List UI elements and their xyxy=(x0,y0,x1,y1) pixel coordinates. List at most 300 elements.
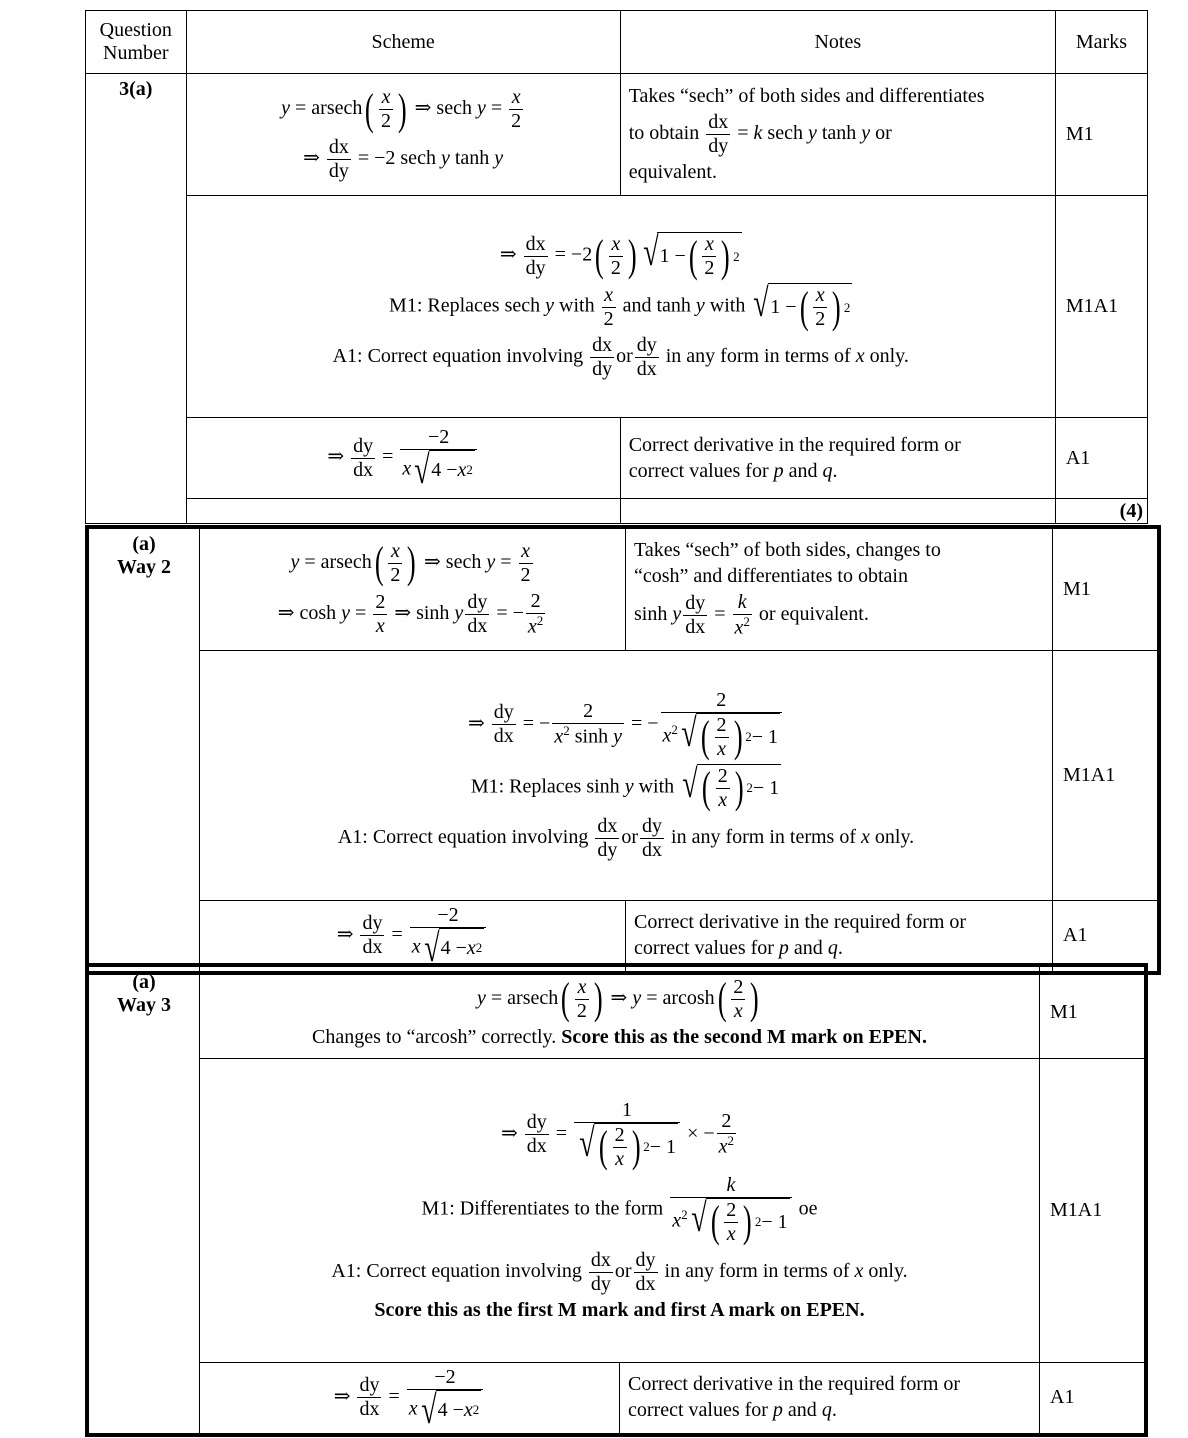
math-variable: x xyxy=(717,737,726,760)
numerator xyxy=(373,591,387,615)
numerator xyxy=(327,136,351,160)
math-text: 1 − xyxy=(770,296,797,318)
fraction xyxy=(525,1111,549,1158)
denominator xyxy=(509,110,523,133)
math-text: ⇒ sinh xyxy=(389,601,455,624)
scheme-cell xyxy=(200,1362,620,1435)
math-variable: x xyxy=(463,1398,473,1421)
text-line xyxy=(629,85,1047,108)
marks-cell: A1 xyxy=(1055,418,1147,499)
left-paren-glyph: ( xyxy=(374,538,384,588)
math-text: 1 − xyxy=(659,245,686,267)
square-root xyxy=(679,760,781,812)
math-variable: x xyxy=(734,616,744,639)
right-paren-glyph: ) xyxy=(743,1197,752,1246)
math-variable: x xyxy=(672,1209,682,1232)
math-variable: x xyxy=(402,457,412,480)
math-text: to obtain xyxy=(628,122,705,145)
question-number: 3(a) xyxy=(86,74,187,524)
math-text: dy xyxy=(525,256,546,279)
fraction xyxy=(661,689,782,761)
numerator xyxy=(524,233,548,257)
marks-cell: M1A1 xyxy=(1040,1058,1147,1362)
parenthesized-group xyxy=(558,976,605,1023)
math-variable: x xyxy=(457,459,467,481)
math-variable: x xyxy=(381,86,391,108)
math-text: = arsech xyxy=(299,551,372,574)
numerator xyxy=(526,590,545,614)
fraction xyxy=(519,540,533,587)
denominator xyxy=(813,308,827,331)
notes-cell xyxy=(626,900,1053,973)
marks-cell: A1 xyxy=(1053,900,1160,973)
numerator xyxy=(716,765,730,789)
math-text: = xyxy=(383,1385,405,1408)
bold-instruction: Score this as the second M mark on EPEN. xyxy=(561,1025,927,1048)
math-variable: y xyxy=(341,601,351,624)
numerator xyxy=(509,86,523,110)
math-text: dx xyxy=(467,614,488,637)
math-text: tanh xyxy=(449,147,495,170)
numerator xyxy=(595,815,619,839)
notes-header: Notes xyxy=(620,11,1055,74)
math-text: and tanh xyxy=(617,294,696,317)
paren-content xyxy=(386,540,404,587)
left-paren-glyph: ( xyxy=(595,231,604,280)
text-line xyxy=(195,229,1047,281)
fraction xyxy=(717,1110,736,1159)
math-text: dx xyxy=(597,814,618,837)
total-row xyxy=(86,499,1148,524)
math-text: M1: Replaces sinh xyxy=(470,775,625,798)
math-text: −2 xyxy=(437,903,459,926)
math-text: dy xyxy=(467,590,488,613)
fraction xyxy=(733,591,752,640)
radical-sign-icon: √ xyxy=(690,1194,707,1240)
right-paren-glyph: ) xyxy=(750,974,760,1024)
fraction xyxy=(706,111,730,158)
fraction xyxy=(524,233,548,280)
math-variable: y xyxy=(861,122,871,145)
denominator xyxy=(706,135,730,158)
fraction xyxy=(400,426,477,490)
math-variable: y xyxy=(454,601,464,624)
marks-cell: M1 xyxy=(1040,965,1147,1058)
fraction xyxy=(609,233,623,280)
paren-content xyxy=(607,233,625,280)
math-variable: y xyxy=(672,602,682,625)
math-text: dy xyxy=(359,1374,380,1396)
math-text: in any form in terms of xyxy=(660,345,856,368)
denominator xyxy=(552,724,624,749)
math-variable: y xyxy=(281,97,290,120)
math-variable: y xyxy=(440,147,450,170)
marks-cell: M1 xyxy=(1055,74,1147,196)
numerator xyxy=(388,540,402,564)
numerator xyxy=(379,86,393,110)
math-text: dx xyxy=(525,232,546,255)
math-text: = xyxy=(495,551,517,574)
numerator xyxy=(640,815,664,839)
table-row xyxy=(87,1058,1146,1362)
math-text: with xyxy=(633,775,680,798)
math-text: = xyxy=(485,97,508,120)
question-way: Way 2 xyxy=(117,556,171,578)
math-variable: x xyxy=(704,233,714,255)
text-line xyxy=(634,591,1044,640)
denominator xyxy=(683,616,707,639)
superscript: 2 xyxy=(466,462,473,478)
scheme-cell xyxy=(186,196,1055,418)
math-text: 2 xyxy=(721,1110,732,1133)
math-text: ⇒ sech xyxy=(409,97,477,120)
math-text: correct values for xyxy=(634,937,779,959)
question-number xyxy=(87,527,200,973)
math-text: 2 xyxy=(716,688,727,711)
table-row xyxy=(87,650,1159,900)
math-text: = xyxy=(709,602,731,625)
numerator xyxy=(717,1110,736,1134)
denominator xyxy=(360,936,384,959)
paren-content xyxy=(700,233,718,280)
math-variable: y xyxy=(476,986,486,1009)
math-text: dx xyxy=(685,615,706,638)
text-line xyxy=(208,590,617,639)
math-text: = xyxy=(550,1122,573,1145)
math-text: A1: Correct equation involving xyxy=(331,1259,587,1282)
numerator xyxy=(525,1111,549,1135)
math-text: dx xyxy=(592,334,613,356)
superscript: 2 xyxy=(743,613,750,629)
numerator xyxy=(724,1199,738,1223)
math-text: A1: Correct equation involving xyxy=(332,345,589,368)
denominator xyxy=(640,839,664,862)
denominator xyxy=(373,615,387,638)
math-text: ⇒ xyxy=(605,986,633,1009)
text-line xyxy=(195,426,612,490)
math-text: equivalent. xyxy=(628,161,717,183)
text-line xyxy=(634,937,1044,960)
fraction xyxy=(552,700,624,749)
text-line xyxy=(195,86,612,133)
text-line xyxy=(208,815,1044,862)
math-text: 2 xyxy=(511,110,522,132)
right-paren-glyph: ) xyxy=(627,231,637,280)
paren-content xyxy=(722,1199,740,1246)
radicand xyxy=(594,1123,678,1171)
square-root xyxy=(411,447,475,492)
math-text: ⇒ cosh xyxy=(277,601,342,624)
math-text: ⇒ xyxy=(327,445,350,468)
question-part: (a) xyxy=(132,971,156,993)
math-text: − 1 xyxy=(752,776,780,799)
notes-cell xyxy=(620,1362,1040,1435)
denominator xyxy=(613,1148,627,1171)
math-text: or equivalent. xyxy=(753,602,869,625)
right-paren-glyph: ) xyxy=(733,712,743,761)
text-line xyxy=(634,911,1044,934)
math-variable: x xyxy=(615,1147,625,1170)
math-variable: x xyxy=(855,345,865,368)
math-text: only. xyxy=(864,345,909,368)
superscript: 2 xyxy=(475,939,483,955)
text-line xyxy=(208,1174,1031,1246)
math-text: dy xyxy=(493,701,514,723)
fraction xyxy=(327,136,351,183)
math-text: dy xyxy=(642,814,663,837)
math-variable: x xyxy=(662,724,672,747)
math-text: dx xyxy=(328,136,349,158)
square-root xyxy=(418,1386,482,1432)
denominator xyxy=(519,564,533,587)
superscript: 2 xyxy=(563,723,570,739)
math-text: correct values for xyxy=(628,1399,773,1421)
superscript: 2 xyxy=(472,1401,480,1417)
scheme-cell xyxy=(200,965,1040,1058)
left-paren-glyph: ( xyxy=(710,1197,720,1246)
radicand xyxy=(436,1390,482,1430)
math-text: 2 xyxy=(716,713,727,736)
denominator xyxy=(635,358,659,381)
math-text: 4 − xyxy=(431,459,458,481)
fraction xyxy=(613,1124,627,1171)
math-text: = arcosh xyxy=(641,986,715,1009)
table-row xyxy=(86,74,1148,196)
text-line xyxy=(208,1026,1031,1049)
marks-cell: M1A1 xyxy=(1055,196,1147,418)
math-variable: y xyxy=(632,986,642,1009)
math-text: 2 xyxy=(733,975,744,998)
math-text: 1 xyxy=(622,1098,633,1121)
numerator xyxy=(613,1124,627,1148)
text-line xyxy=(208,760,1044,812)
math-text: dy xyxy=(708,135,729,157)
numerator xyxy=(400,426,477,450)
fraction xyxy=(351,435,375,482)
text-line xyxy=(629,460,1047,483)
math-text: 2 xyxy=(610,256,621,279)
radical-sign-icon: √ xyxy=(682,760,698,806)
text-line xyxy=(208,904,617,968)
math-text: 2 xyxy=(717,764,728,787)
text-line xyxy=(208,1249,1031,1296)
math-text: or xyxy=(616,345,633,368)
superscript: 2 xyxy=(643,1138,650,1154)
denominator xyxy=(492,725,516,748)
marks-header: Marks xyxy=(1055,11,1147,74)
text-line xyxy=(195,334,1047,381)
math-variable: x xyxy=(411,935,421,958)
left-paren-glyph: ( xyxy=(688,231,698,281)
math-variable: x xyxy=(604,283,614,306)
math-text: dx xyxy=(642,838,663,861)
radical-sign-icon: √ xyxy=(642,229,659,274)
left-paren-glyph: ( xyxy=(561,974,570,1024)
denominator xyxy=(526,614,545,639)
square-root xyxy=(750,280,852,332)
scheme-header: Scheme xyxy=(186,11,620,74)
denominator xyxy=(670,1194,791,1246)
numerator xyxy=(813,284,827,308)
question-way: Way 3 xyxy=(117,994,171,1016)
math-text: Correct derivative in the required form or xyxy=(634,911,967,933)
radical-sign-icon: √ xyxy=(423,924,440,970)
right-paren-glyph: ) xyxy=(721,231,731,281)
math-text: dx xyxy=(359,1398,380,1420)
scheme-cell xyxy=(200,527,626,650)
numerator xyxy=(589,1249,613,1273)
text-line xyxy=(195,136,612,183)
math-text: = xyxy=(732,122,754,145)
fraction xyxy=(492,701,516,748)
math-variable: y xyxy=(486,551,496,574)
math-text: with xyxy=(704,294,751,317)
fraction xyxy=(813,284,827,331)
math-variable: k xyxy=(737,590,747,613)
numerator xyxy=(519,540,533,564)
math-text: dx xyxy=(590,1248,611,1271)
numerator xyxy=(706,111,730,135)
math-text: 4 − xyxy=(440,936,467,959)
fraction xyxy=(388,540,402,587)
fraction xyxy=(575,976,589,1023)
math-text: dy xyxy=(685,591,706,614)
numerator xyxy=(661,689,782,713)
left-paren-glyph: ( xyxy=(598,1122,608,1171)
table-row xyxy=(86,418,1148,499)
math-text: dx xyxy=(362,936,383,958)
denominator xyxy=(379,110,393,133)
numerator xyxy=(602,284,616,308)
radicand xyxy=(706,1198,790,1246)
math-variable: x xyxy=(726,1222,736,1245)
numerator xyxy=(731,976,745,1000)
math-text: = arsech xyxy=(290,97,363,120)
parenthesized-group xyxy=(596,1124,643,1171)
math-variable: x xyxy=(554,725,564,748)
numerator xyxy=(465,591,489,615)
denominator xyxy=(407,1386,484,1432)
math-text: or xyxy=(614,1259,632,1282)
numerator xyxy=(635,334,659,358)
left-paren-glyph: ( xyxy=(799,282,809,332)
math-text: and xyxy=(783,459,823,482)
table-row xyxy=(87,900,1159,973)
superscript: 2 xyxy=(843,299,851,315)
notes-cell xyxy=(620,74,1055,196)
math-text: dy xyxy=(592,358,613,380)
radical-sign-icon: √ xyxy=(414,447,430,492)
math-text: A1: Correct equation involving xyxy=(337,825,594,848)
fraction xyxy=(670,1174,791,1246)
left-paren-glyph: ( xyxy=(717,974,727,1024)
denominator xyxy=(388,564,402,587)
scheme-cell xyxy=(186,74,620,196)
math-variable: x xyxy=(815,284,825,306)
fraction xyxy=(634,1249,658,1296)
math-text: sinh xyxy=(569,725,614,748)
math-text: Takes “sech” of both sides, changes to xyxy=(634,538,941,561)
math-variable: y xyxy=(494,147,504,170)
notes-cell xyxy=(620,418,1055,499)
math-text: = xyxy=(350,601,372,624)
left-paren-glyph: ( xyxy=(365,84,375,134)
mark-scheme-table-way-2 xyxy=(85,525,1161,975)
radicand xyxy=(768,283,852,331)
math-text: −2 xyxy=(434,1365,456,1388)
paren-content xyxy=(377,86,395,133)
fraction xyxy=(589,1249,613,1296)
denominator xyxy=(327,160,351,183)
fraction xyxy=(724,1199,738,1246)
denominator xyxy=(716,789,730,812)
math-variable: y xyxy=(476,97,486,120)
superscript: 2 xyxy=(745,728,752,744)
square-root xyxy=(678,709,780,761)
numerator xyxy=(357,1374,381,1398)
math-text: − 1 xyxy=(751,725,778,748)
math-text: sinh xyxy=(634,602,673,625)
fraction xyxy=(683,592,707,639)
fraction xyxy=(640,815,664,862)
math-variable: x xyxy=(375,614,385,637)
math-variable: x xyxy=(718,1135,728,1158)
parenthesized-group xyxy=(362,86,409,133)
math-variable: x xyxy=(733,999,743,1022)
scheme-cell xyxy=(200,900,626,973)
math-text: 2 xyxy=(614,1123,625,1146)
math-text: 2 xyxy=(381,110,392,132)
question-number-header xyxy=(86,11,187,74)
math-text: dy xyxy=(590,1272,611,1295)
math-text: with xyxy=(554,294,600,317)
fraction xyxy=(716,765,730,812)
paren-content xyxy=(573,976,591,1023)
math-variable: q xyxy=(822,459,833,482)
text-line xyxy=(208,1299,1031,1322)
right-paren-glyph: ) xyxy=(734,763,744,812)
math-text: = − xyxy=(491,601,524,624)
radical-sign-icon: √ xyxy=(681,709,697,755)
parenthesized-group xyxy=(715,976,762,1023)
math-text: 2 xyxy=(726,1198,737,1221)
math-text: dy xyxy=(353,434,374,457)
superscript: 2 xyxy=(681,1206,688,1222)
numerator xyxy=(407,1366,484,1390)
math-text: 2 xyxy=(704,257,715,279)
text-line xyxy=(208,689,1044,761)
numerator xyxy=(575,976,589,1000)
right-paren-glyph: ) xyxy=(631,1122,641,1171)
math-text: ⇒ xyxy=(468,712,490,735)
numerator xyxy=(351,435,375,459)
radicand xyxy=(696,713,780,761)
math-text: = arsech xyxy=(485,986,559,1009)
right-paren-glyph: ) xyxy=(832,282,841,332)
math-variable: p xyxy=(773,459,784,482)
numerator xyxy=(609,233,623,257)
math-variable: p xyxy=(778,937,789,959)
fraction xyxy=(373,591,387,638)
fraction xyxy=(731,976,745,1023)
square-root xyxy=(421,924,485,970)
numerator xyxy=(702,233,716,257)
math-text: × − xyxy=(682,1122,715,1145)
math-text: “cosh” and differentiates to obtain xyxy=(634,564,908,587)
math-variable: x xyxy=(854,1259,864,1282)
square-root xyxy=(640,229,742,281)
square-root xyxy=(688,1194,790,1246)
